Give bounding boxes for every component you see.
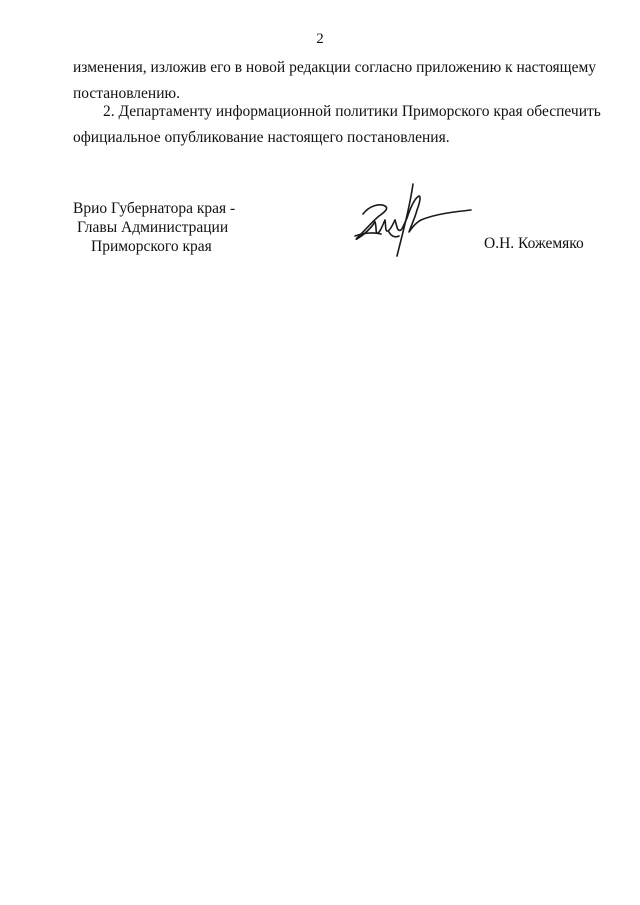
signatory-title: [73, 199, 235, 256]
paragraph-2-line-1: 2. Департаменту информационной политики Приморского края обеспечить: [103, 103, 601, 120]
paragraph-2-line-2: официальное опубликование настоящего постановления.: [73, 129, 450, 146]
handwritten-signature: [345, 176, 475, 260]
page-number: 2: [316, 31, 324, 47]
paragraph-2: [73, 99, 601, 151]
signer-name: О.Н. Кожемяко: [484, 235, 584, 252]
signatory-title-line-3: Приморского края: [91, 238, 212, 255]
paragraph-1-line-1: изменения, изложив его в новой редакции согласно приложению к настоящему: [73, 59, 597, 76]
signatory-title-line-1: Врио Губернатора края -: [73, 200, 236, 217]
signatory-title-line-2: Главы Администрации: [77, 219, 229, 236]
paragraph-1-line-2: постановлению.: [73, 85, 180, 102]
